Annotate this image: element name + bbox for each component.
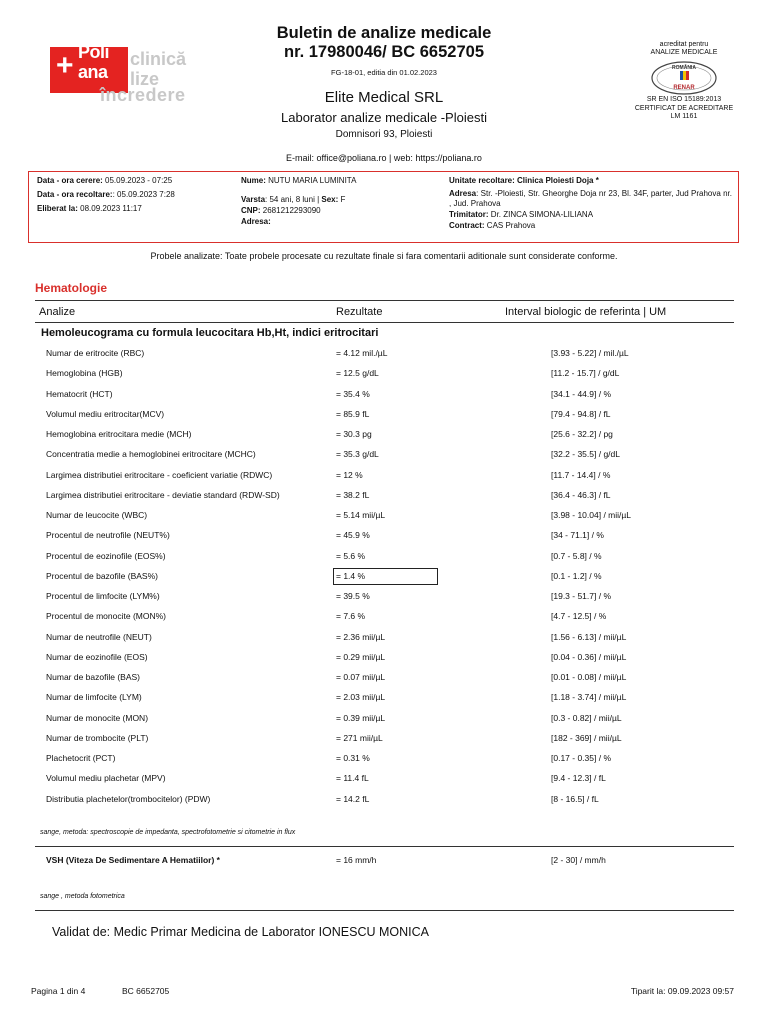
- table-row: [0, 487, 768, 507]
- dates-column: [37, 175, 237, 214]
- test-result: = 0.07 mii/µL: [336, 672, 386, 682]
- collection-date: Data - ora recoltare:: 05.09.2023 7:28: [37, 190, 175, 199]
- test-name: Procentul de eozinofile (EOS%): [46, 550, 166, 561]
- logo-word-ana: ana: [78, 62, 108, 82]
- sender-doctor: Trimitator: Dr. ZINCA SIMONA-LILIANA: [449, 210, 594, 219]
- logo-word-clinica: clinică: [130, 49, 187, 69]
- test-result: = 2.36 mii/µL: [336, 631, 386, 642]
- test-reference: [0.3 - 0.82] / mii/µL: [551, 712, 622, 723]
- divider-vsh: [35, 846, 734, 847]
- footer-code: BC 6652705: [122, 986, 170, 996]
- test-name: Numar de leucocite (WBC): [46, 510, 148, 520]
- column-header-reference: Interval biologic de referinta | UM: [505, 306, 667, 318]
- logo-word-lize: lize: [130, 69, 160, 89]
- report-title: Buletin de analize medicale: [276, 24, 492, 42]
- test-reference: [0.7 - 5.8] / %: [551, 550, 602, 561]
- test-name: Hemoglobina eritrocitara medie (MCH): [46, 429, 192, 439]
- collection-unit: Unitate recoltare: Clinica Ploiesti Doja *: [449, 176, 599, 185]
- collection-unit-column: [449, 175, 732, 231]
- test-reference: [0.17 - 0.35] / %: [551, 753, 612, 763]
- accreditation-number: LM 1161: [670, 113, 698, 120]
- test-reference: [19.3 - 51.7] / %: [551, 591, 612, 601]
- test-name: Distributia plachetelor(trombocitelor) (PDW): [46, 793, 211, 804]
- renar-seal-icon: [650, 60, 718, 96]
- test-result: = 5.14 mii/µL: [336, 510, 386, 520]
- logo-word-poli: Poli: [78, 42, 110, 62]
- test-result: = 14.2 fL: [336, 793, 370, 804]
- poliana-logo: [30, 37, 220, 109]
- patient-address: Adresa:: [241, 217, 271, 226]
- test-result: = 271 mii/µL: [336, 732, 383, 743]
- test-result: = 16 mm/h: [336, 855, 377, 865]
- form-code: FG-18-01, editia din 01.02.2023: [331, 68, 437, 77]
- table-row-vsh: [0, 852, 768, 870]
- test-result: = 39.5 %: [336, 591, 370, 601]
- test-result: = 5.6 %: [336, 550, 366, 561]
- request-date: Data - ora cerere: 05.09.2023 - 07:25: [37, 176, 173, 185]
- table-row: [0, 527, 768, 547]
- test-name: Procentul de bazofile (BAS%): [46, 570, 158, 581]
- patient-age-sex: Varsta: 54 ani, 8 luni | Sex: F: [241, 195, 346, 204]
- table-row: [0, 365, 768, 385]
- test-name: Volumul mediu eritrocitar(MCV): [46, 408, 165, 419]
- test-name: Numar de bazofile (BAS): [46, 672, 141, 682]
- contact-line: E-mail: office@poliana.ro | web: https://poliana.ro: [286, 153, 482, 163]
- accreditation-line2: ANALIZE MEDICALE: [650, 49, 718, 56]
- page-number: Pagina 1 din 4: [31, 986, 86, 996]
- validated-by: Validat de: Medic Primar Medicina de Laborator IONESCU MONICA: [52, 925, 429, 939]
- seal-bottom-text: RENAR: [673, 85, 695, 91]
- table-row: [0, 710, 768, 730]
- accreditation-bottom: [614, 96, 754, 122]
- patient-name: Nume: NUTU MARIA LUMINITA: [241, 176, 357, 185]
- test-name: Numar de trombocite (PLT): [46, 732, 149, 743]
- test-result: = 7.6 %: [336, 611, 366, 622]
- table-row: [0, 649, 768, 669]
- table-row: [0, 548, 768, 568]
- test-reference: [3.98 - 10.04] / mii/µL: [551, 510, 632, 520]
- logo-word-incredere: încredere: [100, 85, 186, 105]
- collection-unit-address: Adresa: Str. -Ploiesti, Str. Gheorghe Doja nr 23, Bl. 34F, parter, Jud Prahova nr. , Jud. Prahova: [449, 189, 732, 208]
- test-name: Plachetocrit (PCT): [46, 753, 116, 763]
- issued-date: Eliberat la: 08.09.2023 11:17: [37, 204, 142, 213]
- test-reference: [0.1 - 1.2] / %: [551, 570, 602, 581]
- test-reference: [182 - 369] / mii/µL: [551, 732, 622, 743]
- table-row: [0, 406, 768, 426]
- test-name: Numar de limfocite (LYM): [46, 692, 142, 703]
- test-reference: [79.4 - 94.8] / fL: [551, 408, 611, 419]
- test-result: = 0.31 %: [336, 753, 370, 763]
- test-reference: [0.01 - 0.08] / mii/µL: [551, 672, 627, 682]
- table-row: [0, 446, 768, 466]
- test-name: Procentul de monocite (MON%): [46, 611, 166, 622]
- table-row: [0, 507, 768, 527]
- test-name: Numar de neutrofile (NEUT): [46, 631, 152, 642]
- test-result: = 0.39 mii/µL: [336, 712, 386, 723]
- test-name: Procentul de limfocite (LYM%): [46, 591, 160, 601]
- table-row: [0, 568, 768, 588]
- contract: Contract: CAS Prahova: [449, 221, 536, 230]
- test-name: Procentul de neutrofile (NEUT%): [46, 530, 170, 541]
- table-row: [0, 750, 768, 770]
- test-group-title: Hemoleucograma cu formula leucocitara Hb,Ht, indici eritrocitari: [41, 327, 379, 339]
- test-name: Largimea distributiei eritrocitare - deviatie standard (RDW-SD): [46, 489, 280, 500]
- table-row: [0, 608, 768, 628]
- test-reference: [3.93 - 5.22] / mil./µL: [551, 348, 629, 358]
- test-reference: [4.7 - 12.5] / %: [551, 611, 607, 622]
- test-result: = 4.12 mil./µL: [336, 348, 388, 358]
- test-result: = 30.3 pg: [336, 429, 372, 439]
- test-result: = 38.2 fL: [336, 489, 370, 500]
- test-reference: [34.1 - 44.9] / %: [551, 388, 612, 399]
- seal-top-text: ROMÂNIA: [672, 65, 696, 71]
- table-row: [0, 791, 768, 811]
- lab-address: Domnisori 93, Ploiesti: [335, 129, 433, 140]
- accreditation-certificate: CERTIFICAT DE ACREDITARE: [634, 104, 734, 112]
- lab-name: Laborator analize medicale -Ploiesti: [281, 110, 487, 125]
- test-name: Numar de eozinofile (EOS): [46, 651, 148, 662]
- test-reference: [1.18 - 3.74] / mii/µL: [551, 692, 627, 703]
- test-reference: [11.7 - 14.4] / %: [551, 469, 611, 480]
- divider-header: [35, 322, 734, 323]
- table-row: [0, 345, 768, 365]
- column-header-results: Rezultate: [336, 306, 383, 318]
- test-result: = 45.9 %: [336, 530, 370, 541]
- accreditation-line1: acreditat pentru: [659, 41, 709, 48]
- test-name: Numar de eritrocite (RBC): [46, 348, 145, 358]
- test-name: Hemoglobina (HGB): [46, 368, 123, 379]
- test-reference: [11.2 - 15.7] / g/dL: [551, 368, 620, 379]
- test-reference: [36.4 - 46.3] / fL: [551, 489, 611, 500]
- table-row: [0, 467, 768, 487]
- test-reference: [25.6 - 32.2] / pg: [551, 429, 613, 439]
- section-title-hematologie: Hematologie: [35, 281, 108, 295]
- printed-date: Tiparit la: 09.09.2023 09:57: [630, 986, 734, 996]
- test-result-flagged: = 1.4 %: [333, 568, 438, 585]
- samples-note: Probele analizate: Toate probele procesate cu rezultate finale si fara comentarii aditionale sunt considerate conforme.: [150, 251, 618, 261]
- test-name: Numar de monocite (MON): [46, 712, 149, 723]
- table-row: [0, 689, 768, 709]
- test-reference: [1.56 - 6.13] / mii/µL: [551, 631, 627, 642]
- test-reference: [34 - 71.1] / %: [551, 530, 604, 541]
- company-name: Elite Medical SRL: [324, 89, 444, 106]
- table-row: [0, 770, 768, 790]
- patient-column: [241, 175, 441, 227]
- test-name: Concentratia medie a hemoglobinei eritrocitare (MCHC): [46, 449, 256, 460]
- test-result: = 12.5 g/dL: [336, 368, 379, 379]
- table-row: [0, 730, 768, 750]
- test-result: = 2.03 mii/µL: [336, 692, 386, 703]
- table-row: [0, 669, 768, 689]
- test-result: = 35.3 g/dL: [336, 449, 379, 460]
- test-name: Volumul mediu plachetar (MPV): [46, 773, 166, 784]
- column-header-analyses: Analize: [39, 306, 76, 318]
- test-name: VSH (Viteza De Sedimentare A Hematiilor) *: [46, 855, 220, 865]
- test-result: = 0.29 mii/µL: [336, 651, 386, 662]
- table-row: [0, 386, 768, 406]
- table-row: [0, 588, 768, 608]
- patient-info-box: [28, 171, 739, 243]
- method-note-vsh: sange , metoda fotometrica: [40, 893, 125, 900]
- divider-top: [35, 300, 734, 301]
- accreditation-top: [614, 41, 754, 57]
- plus-icon: +: [56, 49, 74, 82]
- test-name: Hematocrit (HCT): [46, 388, 113, 399]
- test-result: = 11.4 fL: [336, 773, 369, 784]
- table-row: [0, 426, 768, 446]
- test-reference: [2 - 30] / mm/h: [551, 855, 606, 865]
- test-reference: [9.4 - 12.3] / fL: [551, 773, 606, 784]
- test-reference: [32.2 - 35.5] / g/dL: [551, 449, 620, 460]
- test-result: = 12 %: [336, 469, 363, 480]
- test-result: = 85.9 fL: [336, 408, 370, 419]
- patient-cnp: CNP: 2681212293090: [241, 206, 321, 215]
- test-name: Largimea distributiei eritrocitare - coeficient variatie (RDWC): [46, 469, 273, 480]
- table-row: [0, 629, 768, 649]
- method-note-cbc: sange, metoda: spectroscopie de impedanta, spectrofotometrie si citometrie in flux: [40, 829, 296, 836]
- accreditation-standard: SR EN ISO 15189:2013: [646, 96, 722, 103]
- test-reference: [8 - 16.5] / fL: [551, 793, 599, 804]
- divider-bottom: [35, 910, 734, 911]
- test-reference: [0.04 - 0.36] / mii/µL: [551, 651, 627, 662]
- report-number: nr. 17980046/ BC 6652705: [284, 43, 484, 61]
- test-result: = 35.4 %: [336, 388, 370, 399]
